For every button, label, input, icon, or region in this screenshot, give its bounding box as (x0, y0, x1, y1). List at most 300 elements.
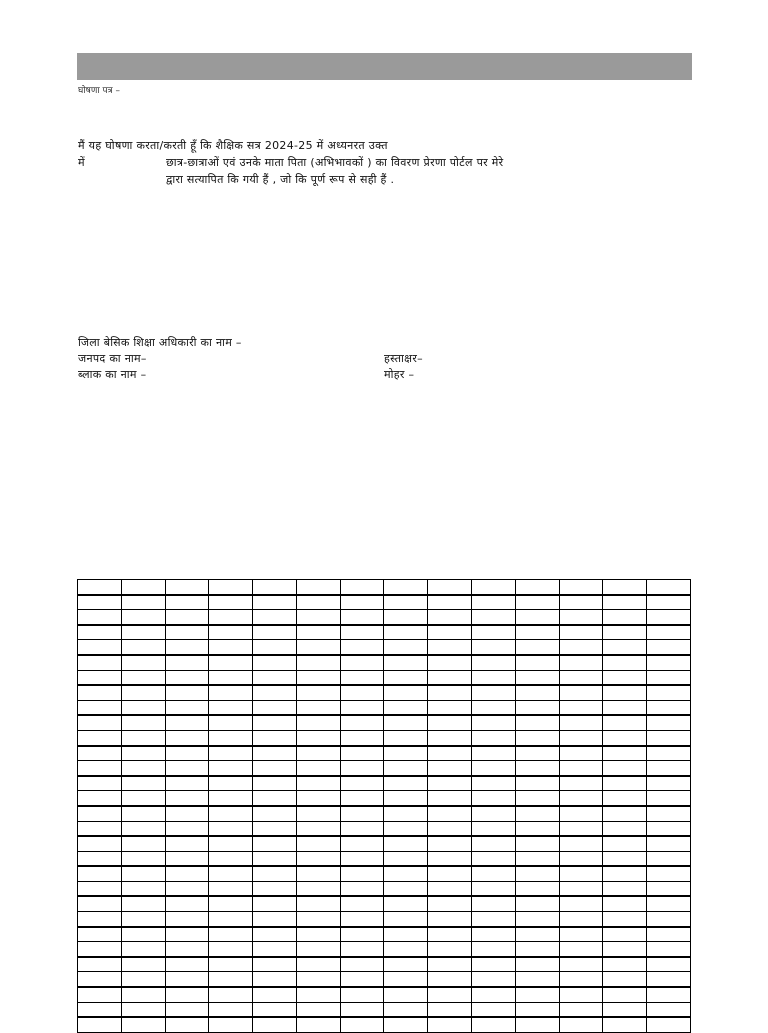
table-cell (296, 851, 340, 866)
table-cell (253, 670, 297, 685)
table-cell (121, 912, 165, 927)
table-cell (253, 610, 297, 625)
table-cell (647, 625, 691, 640)
table-cell (384, 670, 428, 685)
block-name-label: ब्लाक का नाम – (78, 368, 147, 381)
table-cell (296, 580, 340, 595)
table-cell (78, 821, 122, 836)
table-cell (515, 987, 559, 1002)
table-cell (515, 806, 559, 821)
blank-grid-table (77, 579, 691, 1033)
table-cell (78, 685, 122, 700)
table-cell (165, 851, 209, 866)
table-cell (209, 761, 253, 776)
table-cell (559, 912, 603, 927)
table-cell (209, 670, 253, 685)
table-cell (296, 912, 340, 927)
table-cell (559, 595, 603, 610)
table-cell (384, 942, 428, 957)
table-cell (253, 821, 297, 836)
table-cell (428, 625, 472, 640)
table-cell (428, 942, 472, 957)
table-cell (253, 987, 297, 1002)
table-cell (647, 685, 691, 700)
table-cell (209, 806, 253, 821)
table-row (78, 821, 691, 836)
table-cell (340, 987, 384, 1002)
table-cell (209, 746, 253, 761)
table-row (78, 866, 691, 881)
table-cell (428, 851, 472, 866)
table-cell (78, 791, 122, 806)
table-cell (296, 746, 340, 761)
table-cell (515, 836, 559, 851)
table-cell (603, 685, 647, 700)
table-cell (384, 595, 428, 610)
table-cell (428, 685, 472, 700)
table-cell (296, 881, 340, 896)
table-cell (209, 942, 253, 957)
table-cell (384, 957, 428, 972)
table-cell (121, 730, 165, 745)
table-cell (515, 972, 559, 987)
table-cell (296, 595, 340, 610)
table-cell (340, 655, 384, 670)
table-cell (472, 625, 516, 640)
table-cell (296, 836, 340, 851)
table-row (78, 776, 691, 791)
table-cell (472, 580, 516, 595)
table-cell (603, 580, 647, 595)
table-cell (515, 776, 559, 791)
table-cell (78, 851, 122, 866)
table-cell (78, 881, 122, 896)
table-cell (559, 670, 603, 685)
table-cell (340, 685, 384, 700)
table-cell (384, 746, 428, 761)
table-cell (428, 972, 472, 987)
table-row (78, 625, 691, 640)
table-cell (209, 776, 253, 791)
table-cell (165, 927, 209, 942)
table-cell (340, 851, 384, 866)
table-cell (121, 866, 165, 881)
table-cell (340, 640, 384, 655)
table-cell (472, 987, 516, 1002)
table-cell (121, 791, 165, 806)
table-cell (428, 761, 472, 776)
table-cell (647, 580, 691, 595)
table-row (78, 746, 691, 761)
table-row (78, 640, 691, 655)
table-row (78, 670, 691, 685)
table-cell (647, 942, 691, 957)
table-cell (384, 730, 428, 745)
table-cell (472, 912, 516, 927)
table-cell (603, 715, 647, 730)
table-cell (647, 640, 691, 655)
document-title: घोषणा पत्र – (78, 86, 120, 96)
table-cell (340, 715, 384, 730)
table-cell (121, 776, 165, 791)
table-cell (472, 776, 516, 791)
table-cell (253, 715, 297, 730)
table-cell (559, 715, 603, 730)
table-cell (384, 640, 428, 655)
table-cell (428, 700, 472, 715)
table-cell (603, 761, 647, 776)
table-cell (428, 806, 472, 821)
table-cell (340, 625, 384, 640)
table-cell (296, 821, 340, 836)
table-cell (603, 851, 647, 866)
table-cell (428, 912, 472, 927)
table-row (78, 761, 691, 776)
table-cell (296, 866, 340, 881)
table-cell (384, 806, 428, 821)
table-cell (559, 851, 603, 866)
table-cell (165, 821, 209, 836)
table-cell (165, 912, 209, 927)
table-cell (209, 791, 253, 806)
table-cell (515, 761, 559, 776)
table-cell (603, 927, 647, 942)
table-cell (209, 987, 253, 1002)
table-cell (121, 655, 165, 670)
table-cell (384, 655, 428, 670)
table-cell (340, 927, 384, 942)
table-cell (384, 610, 428, 625)
table-cell (165, 670, 209, 685)
table-cell (78, 700, 122, 715)
table-cell (121, 987, 165, 1002)
table-cell (121, 881, 165, 896)
table-cell (296, 610, 340, 625)
table-cell (340, 896, 384, 911)
table-cell (296, 776, 340, 791)
table-cell (165, 972, 209, 987)
table-cell (647, 851, 691, 866)
table-cell (165, 836, 209, 851)
table-cell (78, 580, 122, 595)
table-row (78, 927, 691, 942)
table-cell (515, 912, 559, 927)
table-cell (121, 670, 165, 685)
table-cell (515, 791, 559, 806)
table-cell (78, 595, 122, 610)
table-cell (340, 806, 384, 821)
table-cell (559, 972, 603, 987)
signature-label: हस्ताक्षर– (384, 352, 423, 365)
table-cell (121, 806, 165, 821)
table-cell (209, 927, 253, 942)
table-cell (515, 625, 559, 640)
table-cell (603, 866, 647, 881)
table-cell (428, 580, 472, 595)
table-row (78, 700, 691, 715)
table-cell (296, 715, 340, 730)
table-cell (296, 927, 340, 942)
table-cell (209, 700, 253, 715)
table-cell (253, 761, 297, 776)
table-cell (209, 715, 253, 730)
table-cell (296, 972, 340, 987)
table-cell (647, 896, 691, 911)
table-cell (384, 896, 428, 911)
table-cell (340, 776, 384, 791)
table-cell (559, 776, 603, 791)
table-cell (384, 881, 428, 896)
table-cell (603, 730, 647, 745)
table-cell (559, 791, 603, 806)
table-cell (472, 957, 516, 972)
table-cell (559, 942, 603, 957)
table-cell (340, 580, 384, 595)
table-cell (603, 1017, 647, 1032)
table-cell (603, 776, 647, 791)
table-row (78, 806, 691, 821)
table-cell (253, 927, 297, 942)
table-cell (603, 1002, 647, 1017)
table-cell (647, 746, 691, 761)
table-cell (209, 866, 253, 881)
table-cell (472, 595, 516, 610)
table-cell (253, 595, 297, 610)
table-cell (165, 1002, 209, 1017)
table-cell (340, 595, 384, 610)
table-cell (121, 610, 165, 625)
table-cell (78, 806, 122, 821)
table-cell (647, 776, 691, 791)
table-cell (253, 685, 297, 700)
table-cell (165, 685, 209, 700)
table-cell (515, 610, 559, 625)
table-cell (603, 595, 647, 610)
table-cell (559, 580, 603, 595)
table-cell (647, 1002, 691, 1017)
table-cell (165, 866, 209, 881)
table-cell (340, 1017, 384, 1032)
table-cell (78, 640, 122, 655)
table-cell (472, 821, 516, 836)
table-cell (78, 912, 122, 927)
table-cell (253, 625, 297, 640)
declaration-line-2-prefix: में (78, 156, 85, 169)
table-cell (472, 806, 516, 821)
table-cell (253, 1002, 297, 1017)
table-cell (428, 866, 472, 881)
table-cell (340, 1002, 384, 1017)
table-cell (515, 896, 559, 911)
table-cell (78, 987, 122, 1002)
table-cell (340, 746, 384, 761)
table-cell (647, 806, 691, 821)
table-row (78, 655, 691, 670)
table-cell (296, 730, 340, 745)
table-cell (384, 1002, 428, 1017)
table-cell (78, 972, 122, 987)
table-cell (384, 836, 428, 851)
table-cell (428, 715, 472, 730)
table-cell (515, 957, 559, 972)
table-cell (384, 761, 428, 776)
table-cell (209, 1017, 253, 1032)
table-cell (209, 1002, 253, 1017)
table-cell (296, 896, 340, 911)
table-cell (209, 896, 253, 911)
table-cell (603, 821, 647, 836)
table-cell (515, 640, 559, 655)
table-cell (603, 791, 647, 806)
declaration-line-2: छात्र-छात्राओं एवं उनके माता पिता (अभिभावकों ) का विवरण प्रेरणा पोर्टल पर मेरे (166, 156, 504, 169)
table-cell (559, 655, 603, 670)
table-cell (428, 746, 472, 761)
table-row (78, 942, 691, 957)
table-cell (78, 1017, 122, 1032)
table-row (78, 791, 691, 806)
seal-label: मोहर – (384, 368, 415, 381)
table-cell (253, 851, 297, 866)
table-row (78, 715, 691, 730)
table-cell (165, 896, 209, 911)
table-cell (340, 791, 384, 806)
table-cell (165, 987, 209, 1002)
table-cell (472, 655, 516, 670)
table-row (78, 881, 691, 896)
table-cell (559, 866, 603, 881)
table-cell (428, 836, 472, 851)
table-cell (253, 746, 297, 761)
table-cell (428, 927, 472, 942)
table-row (78, 685, 691, 700)
table-cell (603, 881, 647, 896)
table-cell (384, 700, 428, 715)
table-cell (121, 746, 165, 761)
table-cell (559, 700, 603, 715)
table-row (78, 1017, 691, 1032)
table-cell (296, 640, 340, 655)
table-cell (515, 927, 559, 942)
table-cell (603, 610, 647, 625)
table-cell (121, 957, 165, 972)
table-cell (472, 836, 516, 851)
table-cell (603, 957, 647, 972)
table-cell (296, 806, 340, 821)
table-cell (428, 987, 472, 1002)
table-row (78, 1002, 691, 1017)
table-cell (384, 851, 428, 866)
table-cell (340, 730, 384, 745)
table-cell (209, 957, 253, 972)
table-row (78, 987, 691, 1002)
table-cell (78, 610, 122, 625)
table-cell (121, 595, 165, 610)
table-row (78, 836, 691, 851)
table-cell (165, 580, 209, 595)
table-cell (647, 730, 691, 745)
table-cell (296, 761, 340, 776)
table-cell (428, 881, 472, 896)
table-cell (603, 972, 647, 987)
table-cell (428, 730, 472, 745)
table-cell (296, 957, 340, 972)
table-cell (559, 1002, 603, 1017)
table-cell (384, 685, 428, 700)
table-cell (384, 715, 428, 730)
table-cell (559, 610, 603, 625)
table-row (78, 957, 691, 972)
table-cell (603, 836, 647, 851)
table-cell (253, 912, 297, 927)
table-cell (121, 700, 165, 715)
table-cell (253, 655, 297, 670)
table-cell (121, 640, 165, 655)
table-cell (559, 625, 603, 640)
table-row (78, 595, 691, 610)
table-cell (78, 927, 122, 942)
table-cell (647, 972, 691, 987)
table-cell (121, 836, 165, 851)
table-cell (165, 746, 209, 761)
table-cell (559, 1017, 603, 1032)
table-cell (121, 942, 165, 957)
table-cell (384, 791, 428, 806)
table-cell (253, 776, 297, 791)
table-cell (384, 912, 428, 927)
table-cell (78, 670, 122, 685)
table-cell (209, 972, 253, 987)
table-cell (515, 580, 559, 595)
table-cell (559, 640, 603, 655)
table-cell (515, 595, 559, 610)
table-row (78, 912, 691, 927)
table-cell (603, 655, 647, 670)
table-cell (78, 655, 122, 670)
table-cell (559, 761, 603, 776)
table-row (78, 730, 691, 745)
table-cell (559, 821, 603, 836)
table-cell (296, 942, 340, 957)
table-cell (253, 1017, 297, 1032)
table-cell (515, 821, 559, 836)
table-cell (165, 700, 209, 715)
table-cell (78, 836, 122, 851)
table-cell (121, 580, 165, 595)
table-cell (603, 912, 647, 927)
declaration-line-3: द्वारा सत्यापित कि गयी हैं , जो कि पूर्ण रूप से सही हैं . (166, 173, 395, 186)
table-cell (559, 896, 603, 911)
table-cell (121, 972, 165, 987)
table-cell (384, 972, 428, 987)
table-cell (78, 957, 122, 972)
table-cell (559, 881, 603, 896)
table-cell (472, 927, 516, 942)
table-cell (253, 836, 297, 851)
table-cell (253, 580, 297, 595)
table-cell (559, 836, 603, 851)
table-cell (340, 821, 384, 836)
table-cell (253, 957, 297, 972)
table-cell (340, 881, 384, 896)
table-cell (515, 730, 559, 745)
table-cell (647, 791, 691, 806)
table-cell (78, 625, 122, 640)
table-cell (209, 881, 253, 896)
table-cell (165, 730, 209, 745)
table-cell (603, 806, 647, 821)
table-cell (165, 640, 209, 655)
table-cell (515, 685, 559, 700)
